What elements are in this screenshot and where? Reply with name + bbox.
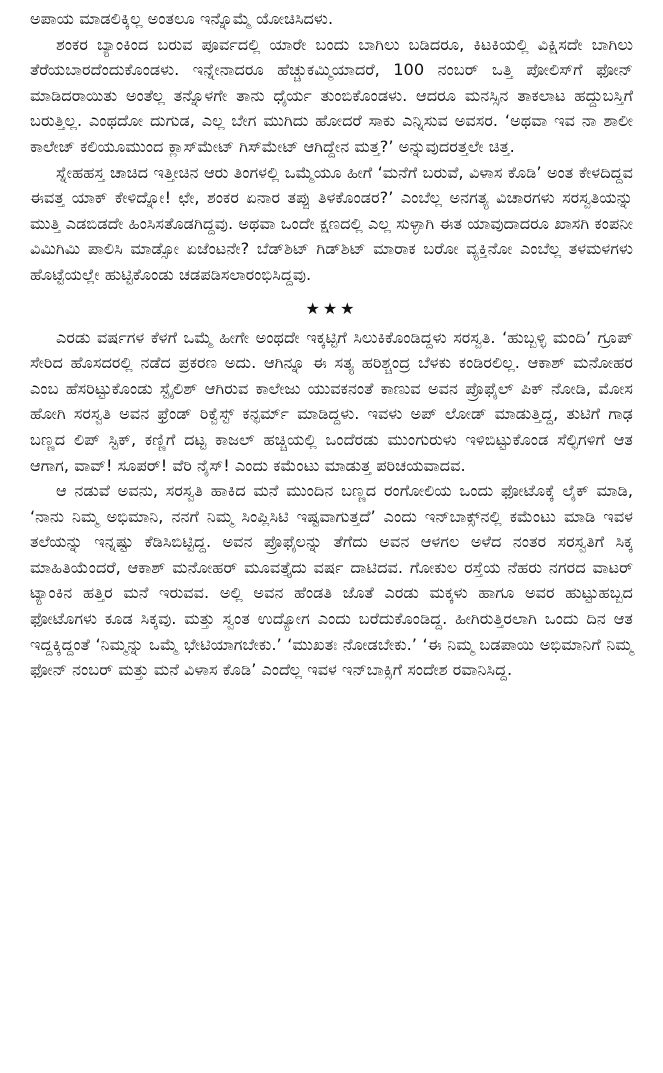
paragraph-1: ಅಪಾಯ ಮಾಡಲಿಕ್ಕಿಲ್ಲ ಅಂತಲೂ ಇನ್ನೊಮ್ಮೆ ಯೋಚಿಸಿದಳು. (30, 9, 334, 28)
section-separator: ★★★ (305, 298, 358, 318)
paragraph-4: ಎರಡು ವರ್ಷಗಳ ಕೆಳಗೆ ಒಮ್ಮೆ ಹೀಗೇ ಅಂಥದೇ ಇಕ್ಕಟ್ಟಿಗೆ ಸಿಲುಕಿಕೊಂಡಿದ್ದಳು ಸರಸ್ವತಿ. ‘ಹುಬ್ಬಳ್ಳಿ ಮಂದಿ’ ಗ್ರೂಪ್ ಸೇರಿದ ಹೊಸದರಲ್ಲಿ ನಡೆದ ಪ್ರಕರಣ ಅದು. ಆಗಿನ್ನೂ ಈ ಸತ್ಯ ಹರಿಶ್ಚಂದ್ರ ಬೆಳಕು ಕಂಡಿರಲಿಲ್ಲ. ಆಕಾಶ್ ಮನೋಹರ ಎಂಬ ಹೆಸರಿಟ್ಟುಕೊಂಡು ಸ್ಟೈಲಿಶ್ ಆಗಿರುವ ಕಾಲೇಜು ಯುವಕನಂತೆ ಕಾಣುವ ಅವನ ಪ್ರೊಫೈಲ್ ಪಿಕ್ ನೋಡಿ, ಮೋಸ ಹೋಗಿ ಸರಸ್ವತಿ ಅವನ ಫ್ರೆಂಡ್ ರಿಕ್ವೆಸ್ಟ್ ಕನ್ಫರ್ಮ್ ಮಾಡಿದ್ದಳು. ಇವಳು ಅಪ್ ಲೋಡ್ ಮಾಡುತ್ತಿದ್ದ, ತುಟಿಗೆ ಗಾಢ ಬಣ್ಣದ ಲಿಪ್ ಸ್ಟಿಕ್, ಕಣ್ಣಿಗೆ ದಟ್ಟ ಕಾಜಲ್ ಹಚ್ಚಿಯಲ್ಲಿ ಒಂದೆರಡು ಮುಂಗುರುಳು ಇಳಿಬಿಟ್ಟುಕೊಂಡ ಸೆಲ್ಫಿಗಳಿಗೆ ಆತ ಆಗಾಗ, ವಾವ್! ಸೂಪರ್! ವೆರಿ ನೈಸ್! ಎಂದು ಕಮೆಂಟು ಮಾಡುತ್ತ ಪರಿಚಯವಾದವ. (30, 327, 633, 475)
paragraph-2: ಶಂಕರ ಬ್ಯಾಂಕಿಂದ ಬರುವ ಪೂರ್ವದಲ್ಲಿ ಯಾರೇ ಬಂದು ಬಾಗಿಲು ಬಡಿದರೂ, ಕಿಟಕಿಯಲ್ಲಿ ವಿಕ್ಷಿಸದೇ ಬಾಗಿಲು ತೆರೆಯಬಾರದೆಂದುಕೊಂಡಳು. ಇನ್ನೇನಾದರೂ ಹೆಚ್ಚುಕಮ್ಮಿಯಾದರೆ, 100 ನಂಬರ್ ಒತ್ತಿ ಪೋಲಿಸ್‌ಗೆ ಫೋನ್ ಮಾಡಿದರಾಯಿತು ಅಂತೆಲ್ಲ ತನ್ನೊಳಗೇ ತಾನು ಧೈರ್ಯ ತುಂಬಿಕೊಂಡಳು. ಆದರೂ ಮನಸ್ಸಿನ ತಾಕಲಾಟ ಹದ್ದುಬಸ್ತಿಗೆ ಬರುತ್ತಿಲ್ಲ. ಎಂಥದೋ ದುಗುಡ, ಎಲ್ಲ ಬೇಗ ಮುಗಿದು ಹೋದರೆ ಸಾಕು ಎನ್ನಿಸುವ ಅವಸರ. ‘ಅಥವಾ ಇವ ನಾ ಶಾಲೀ ಕಾಲೇಜ್ ಕಲಿಯೂಮುಂದ ಕ್ಲಾಸ್‌ಮೇಟ್ ಗಿಸ್‌ಮೇಟ್ ಆಗಿದ್ದೇನ ಮತ್ತ?’ ಅನ್ನುವುದರತ್ತಲೇ ಚಿತ್ತ. (30, 34, 633, 156)
paragraph-3: ಸ್ನೇಹಹಸ್ತ ಚಾಚಿದ ಇತ್ತೀಚಿನ ಆರು ತಿಂಗಳಲ್ಲಿ ಒಮ್ಮೆಯೂ ಹೀಗೆ ‘ಮನೆಗೆ ಬರುವೆ, ವಿಳಾಸ ಕೊಡಿ’ ಅಂತ ಕೇಳದಿದ್ದವ ಈವತ್ತ ಯಾಕ್ ಕೇಳಿದ್ನೋ! ಛೇ, ಶಂಕರ ಏನಾರ ತಪ್ಪು ತಿಳಕೊಂಡರ?’ ಎಂಬೆಲ್ಲ ಅನಗತ್ಯ ವಿಚಾರಗಳು ಸರಸ್ವತಿಯನ್ನು ಮುತ್ತಿ ಎಡಬಿಡದೇ ಹಿಂಸಿಸತೊಡಗಿದ್ದವು. ಅಥವಾ ಒಂದೇ ಕ್ಷಣದಲ್ಲಿ ಎಲ್ಲ ಸುಳ್ಳಾಗಿ ಈತ ಯಾವುದಾದರೂ ಖಾಸಗಿ ಕಂಪನೀ ವಿಮಿಗಿಮಿ ಪಾಲಿಸಿ ಮಾಡ್ಸೋ ಏಜೆಂಟನೇ? ಬೆಡ್‌ಶಿಟ್ ಗಿಡ್‌ಶಿಟ್ ಮಾರಾಕ ಬರೋ ವ್ಯಕ್ತಿನೋ ಎಂಬೆಲ್ಲ ತಳಮಳಗಳು ಹೊಟ್ಟೆಯಲ್ಲೇ ಹುಟ್ಟಿಕೊಂಡು ಚಡಪಡಿಸಲಾರಂಭಿಸಿದ್ದವು. (30, 162, 633, 284)
paragraph-5: ಆ ನಡುವೆ ಅವನು, ಸರಸ್ವತಿ ಹಾಕಿದ ಮನೆ ಮುಂದಿನ ಬಣ್ಣದ ರಂಗೋಲಿಯ ಒಂದು ಫೋಟೊಕ್ಕೆ ಲೈಕ್ ಮಾಡಿ, ‘ನಾನು ನಿಮ್ಮ ಅಭಿಮಾನಿ, ನನಗೆ ನಿಮ್ಮ ಸಿಂಪ್ಲಿಸಿಟಿ ಇಷ್ಟವಾಗುತ್ತದೆ’ ಎಂದು ಇನ್‌ಬಾಕ್ಸ್‌ನಲ್ಲಿ ಕಮೆಂಟು ಮಾಡಿ ಇವಳ ತಲೆಯನ್ನು ಇನ್ನಷ್ಟು ಕೆಡಿಸಿಬಿಟ್ಟಿದ್ದ. ಅವನ ಪ್ರೊಫೈಲನ್ನು ತೆಗೆದು ಅವನ ಆಳಗಲ ಅಳೆದ ನಂತರ ಸರಸ್ವತಿಗೆ ಸಿಕ್ಕ ಮಾಹಿತಿಯೆಂದರೆ, ಆಕಾಶ್ ಮನೋಹರ್ ಮೂವತ್ತೈದು ವರ್ಷ ದಾಟಿದವ. ಗೋಕುಲ ರಸ್ತೆಯ ನೆಹರು ನಗರದ ವಾಟರ್ ಟ್ಯಾಂಕಿನ ಹತ್ತಿರ ಮನೆ ಇರುವವ. ಅಲ್ಲಿ ಅವನ ಹೆಂಡತಿ ಜೊತೆ ಎರಡು ಮಕ್ಕಳು ಹಾಗೂ ಅವರ ಹುಟ್ಟುಹಬ್ಬದ ಫೋಟೊಗಳು ಕೂಡ ಸಿಕ್ಕವು. ಮತ್ತು ಸ್ವಂತ ಉದ್ಯೋಗ ಎಂದು ಬರೆದುಕೊಂಡಿದ್ದ. ಹೀಗಿರುತ್ತಿರಲಾಗಿ ಒಂದು ದಿನ ಆತ ಇದ್ದಕ್ಕಿದ್ದಂತೆ ‘ನಿಮ್ಮನ್ನು ಒಮ್ಮೆ ಭೇಟಿಯಾಗಬೇಕು.’ ‘ಮುಖತಃ ನೋಡಬೇಕು.’ ‘ಈ ನಿಮ್ಮ ಬಡಪಾಯಿ ಅಭಿಮಾನಿಗೆ ನಿಮ್ಮ ಫೋನ್ ನಂಬರ್ ಮತ್ತು ಮನೆ ವಿಳಾಸ ಕೊಡಿ’ ಎಂದೆಲ್ಲ ಇವಳ ಇನ್‌ಬಾಕ್ಸಿಗೆ ಸಂದೇಶ ರವಾನಿಸಿದ್ದ. (30, 481, 633, 680)
